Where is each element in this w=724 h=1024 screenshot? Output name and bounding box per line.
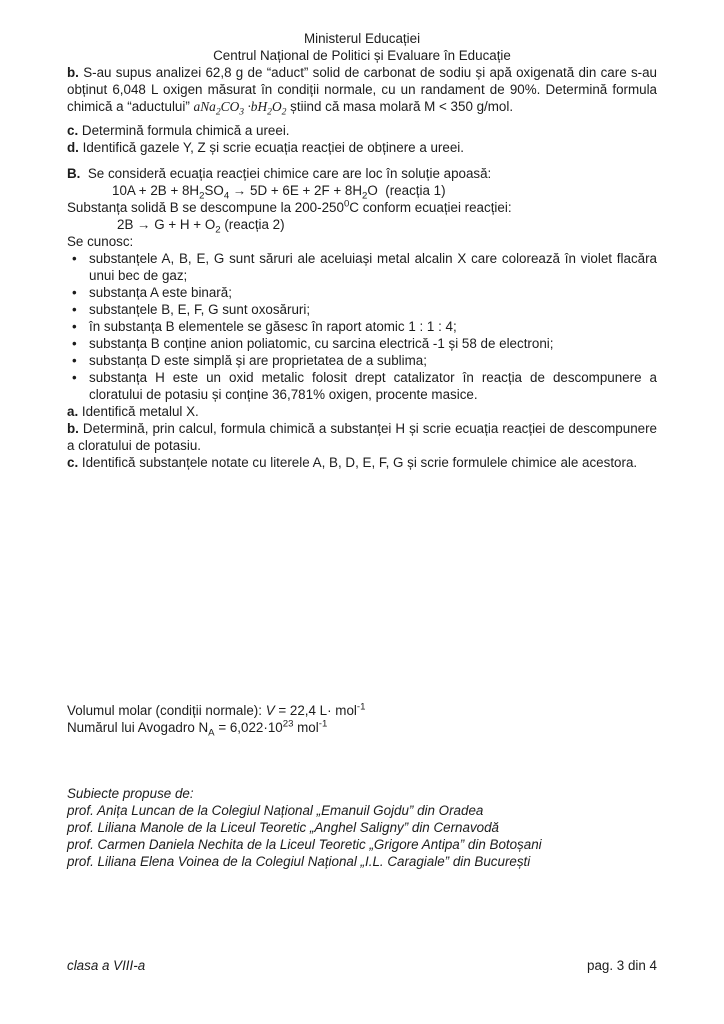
text-segment: O: [271, 99, 282, 114]
text-segment: Numărul lui Avogadro N: [67, 720, 209, 735]
list-item: [67, 335, 657, 352]
text-segment: 2: [267, 106, 272, 118]
text-segment: d.: [67, 140, 79, 155]
text-segment: CO: [220, 99, 240, 114]
text-segment: A: [208, 727, 215, 739]
text-segment: Identifică substanțele notate cu literele A, B, D, E, F, G și scrie formulele chimice ale acestora.: [78, 455, 638, 470]
text-segment: → 5D + 6E + 2F + 8H: [229, 183, 363, 198]
part-b-intro: [67, 165, 657, 182]
bullet-icon: •: [72, 336, 77, 351]
text-segment: SO: [204, 183, 224, 198]
text-segment: 2: [215, 224, 221, 236]
text-segment: aNa: [193, 99, 216, 114]
text-segment: O (reacția 1): [367, 183, 446, 198]
list-item-text: substanța A este binară;: [89, 285, 232, 300]
list-item: [67, 301, 657, 318]
list-item: [67, 369, 657, 403]
text-segment: Determină formula chimică a ureei.: [78, 123, 290, 138]
credit-author: prof. Anița Luncan de la Colegiul Național „Emanuil Gojdu” din Oradea: [67, 803, 484, 818]
part-b-task-a: [67, 403, 657, 420]
text-segment: 3: [239, 106, 245, 118]
text-segment: ·bH: [244, 99, 268, 114]
credits-title: Subiecte propuse de:: [67, 786, 194, 801]
text-segment: 2: [362, 190, 368, 202]
constants-block: [67, 701, 657, 739]
bullet-icon: •: [72, 353, 77, 368]
bullet-icon: •: [72, 302, 77, 317]
text-segment: mol: [293, 720, 319, 735]
molar-volume-line: [67, 702, 657, 719]
text-segment: C conform ecuației reacției:: [349, 200, 512, 215]
bullet-icon: •: [72, 285, 77, 300]
text-segment: S-au supus analizei 62,8 g de “aduct” solid de carbonat de sodiu și apă oxigenată din care s-au obținut 6,048 L oxigen măsurat în condiții normale, cu un randament de 90%. Determină formula chimică a “aductului”: [67, 65, 657, 114]
list-item-text: substanța B conține anion poliatomic, cu sarcina electrică -1 și 58 de electroni;: [89, 336, 554, 351]
credit-author: prof. Liliana Elena Voinea de la Colegiul Național „I.L. Caragiale” din București: [67, 854, 531, 869]
intro-task-c: [67, 122, 657, 139]
known-facts-label: Se cunosc:: [67, 234, 134, 249]
text-segment: c.: [67, 455, 79, 470]
text-segment: 2: [215, 106, 221, 118]
text-segment: 2: [281, 106, 287, 118]
part-b-task-c: [67, 454, 657, 471]
text-segment: a.: [67, 404, 79, 419]
equation-reaction-2: [67, 216, 657, 236]
text-segment: Substanța solidă B se descompune la 200-250: [67, 200, 344, 215]
text-segment: 4: [223, 190, 230, 202]
text-segment: știind că masa molară M < 350 g/mol.: [286, 99, 514, 114]
credit-author: prof. Carmen Daniela Nechita de la Liceul Teoretic „Grigore Antipa” din Botoșani: [67, 837, 542, 852]
text-segment: (reacția 2): [220, 217, 285, 232]
text-segment: Volumul molar (condiții normale):: [67, 703, 266, 718]
bullet-icon: •: [72, 251, 77, 266]
text-segment: 2B → G + H + O: [117, 217, 216, 232]
list-item-text: substanța H este un oxid metalic folosit drept catalizator în reacția de descompunere a cloratului de potasiu și conține 36,781% oxigen, procente masice.: [89, 370, 657, 402]
known-facts-list: [67, 250, 657, 403]
text-segment: 10A + 2B + 8H: [112, 183, 200, 198]
text-segment: 0: [343, 198, 350, 210]
doc-header-line-2: Centrul Național de Politici și Evaluare în Educație: [213, 48, 511, 63]
equation-reaction-1: [67, 182, 657, 202]
footer-page-number: pag. 3 din 4: [587, 958, 657, 973]
text-segment: = 6,022·10: [214, 720, 283, 735]
list-item-text: substanța D este simplă și are proprietatea de a sublima;: [89, 353, 427, 368]
text-segment: Determină, prin calcul, formula chimică a substanței H și scrie ecuația reacției de descompunere a cloratului de potasiu.: [67, 421, 657, 453]
list-item: [67, 284, 657, 301]
text-segment: -1: [356, 701, 366, 713]
text-segment: 2: [199, 190, 205, 202]
list-item-text: substanțele B, E, F, G sunt oxosăruri;: [89, 302, 311, 317]
text-segment: -1: [318, 718, 328, 730]
text-segment: b.: [67, 421, 79, 436]
bullet-icon: •: [72, 370, 77, 385]
text-segment: Identifică gazele Y, Z și scrie ecuația reacției de obținere a ureei.: [78, 140, 464, 155]
list-item-text: substanțele A, B, E, G sunt săruri ale aceluiași metal alcalin X care colorează în violet flacăra unui bec de gaz;: [89, 251, 657, 283]
list-item-text: în substanța B elementele se găsesc în raport atomic 1 : 1 : 4;: [89, 319, 457, 334]
text-segment: Identifică metalul X.: [78, 404, 199, 419]
text-segment: 23: [282, 718, 294, 730]
text-segment: c.: [67, 123, 79, 138]
part-b-task-b: [67, 420, 657, 454]
text-segment: = 22,4 L· mol: [274, 703, 357, 718]
list-item: [67, 318, 657, 335]
text-segment: B.: [67, 166, 81, 181]
text-segment: b.: [67, 65, 79, 80]
text-segment: Se consideră ecuația reacției chimice care are loc în soluție apoasă:: [80, 166, 492, 181]
list-item: [67, 250, 657, 284]
doc-header-line-1: Ministerul Educației: [303, 31, 421, 46]
intro-task-b: [67, 64, 657, 118]
bullet-icon: •: [72, 319, 77, 334]
list-item: [67, 352, 657, 369]
avogadro-line: [67, 718, 657, 739]
footer-class-label: clasa a VIII-a: [67, 958, 146, 973]
text-segment: V: [265, 703, 275, 718]
intro-task-d: [67, 139, 657, 156]
credits-block: [67, 785, 657, 870]
credit-author: prof. Liliana Manole de la Liceul Teoretic „Anghel Saligny” din Cernavodă: [67, 820, 499, 835]
page-footer: [67, 957, 657, 974]
part-b-decomposition: [67, 199, 657, 216]
